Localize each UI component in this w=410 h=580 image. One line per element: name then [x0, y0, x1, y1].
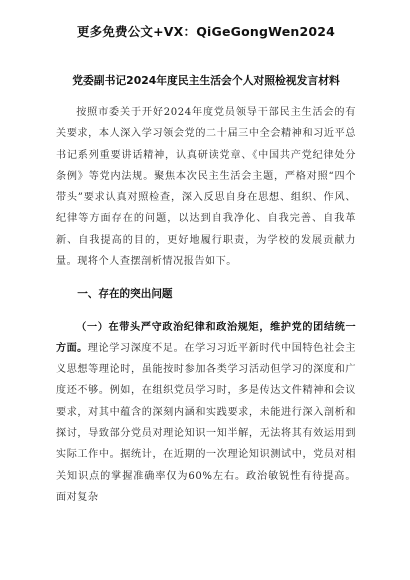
watermark-header: 更多免费公文+VX：QiGeGongWen2024 [76, 24, 336, 39]
section-heading: 一、存在的突出问题 [77, 288, 173, 301]
subsection-paragraph [56, 317, 356, 509]
document-title: 党委副书记2024年度民主生活会个人对照检视发言材料 [72, 74, 340, 87]
subsection-body: 理论学习深度不足。在学习习近平新时代中国特色社会主义思想等理论时，虽能按时参加各类学习活动但学习的深度和广度还不够。例如，在组织党员学习时，多是传达文件精神和会议要求，对其中蕴含的深刻内涵和实践要求，未能进行深入剖析和探讨，导致部分党员对理论知识一知半解，无法将其有效运用到实际工作中。据统计，在近期的一次理论知识测试中，党员对相关知识点的掌握准确率仅为60%左右。政治敏锐性有待提高。面对复杂 [56, 342, 357, 503]
intro-paragraph: 按照市委关于开好2024年度党员领导干部民主生活会的有关要求，本人深入学习领会党的二十届三中全会精神和习近平总书记系列重要讲话精神，认真研读党章、《中国共产党纪律处分条例》等党内法规。聚焦本次民主生活会主题，严格对照“四个带头”要求认真对照检查，深入反思自身在思想、组织、作风、纪律等方面存在的问题，以达到自我净化、自我完善、自我革新、自我提高的目的，更好地履行职责，为学校的发展贡献力量。现将个人查摆剖析情况报告如下。 [56, 107, 356, 268]
subsection-lead: （一）在带头严守政治纪律和政治规矩，维护党的团结统一方面。 [56, 321, 356, 354]
